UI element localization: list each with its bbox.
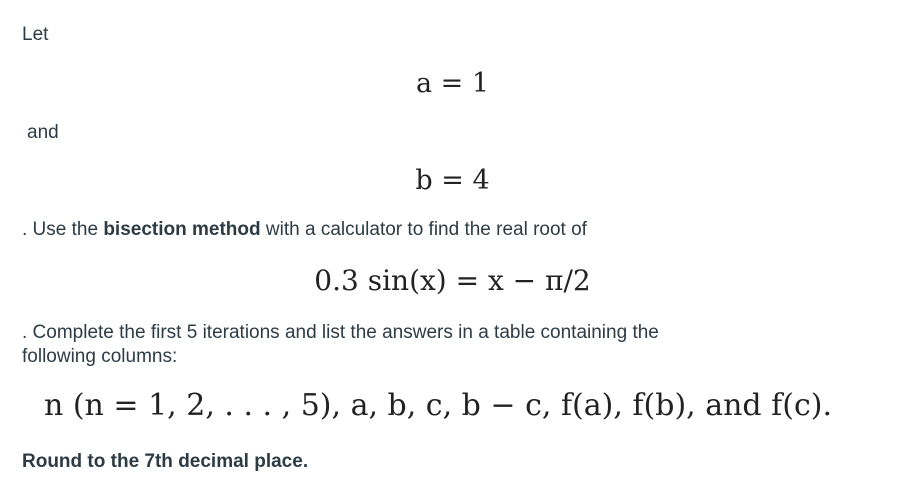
complete-line-2: following columns: — [22, 346, 178, 367]
columns-expression: n (n = 1, 2, . . . , 5), a, b, c, b − c, f(a), f(b), and f(c). — [44, 388, 833, 423]
equation-a: a = 1 — [415, 68, 490, 99]
let-label: Let — [22, 24, 49, 45]
and-label: and — [27, 122, 59, 143]
instruction-prefix: . Use the — [22, 219, 104, 240]
instruction-text — [22, 218, 587, 242]
round-note: Round to the 7th decimal place. — [22, 451, 309, 472]
root-equation: 0.3 sin(x) = x − π/2 — [314, 264, 591, 297]
equation-b: b = 4 — [415, 165, 490, 196]
complete-line-1: . Complete the first 5 iterations and list the answers in a table containing the — [22, 322, 659, 343]
bisection-method-term: bisection method — [103, 219, 261, 240]
instruction-suffix: with a calculator to find the real root of — [260, 219, 587, 240]
